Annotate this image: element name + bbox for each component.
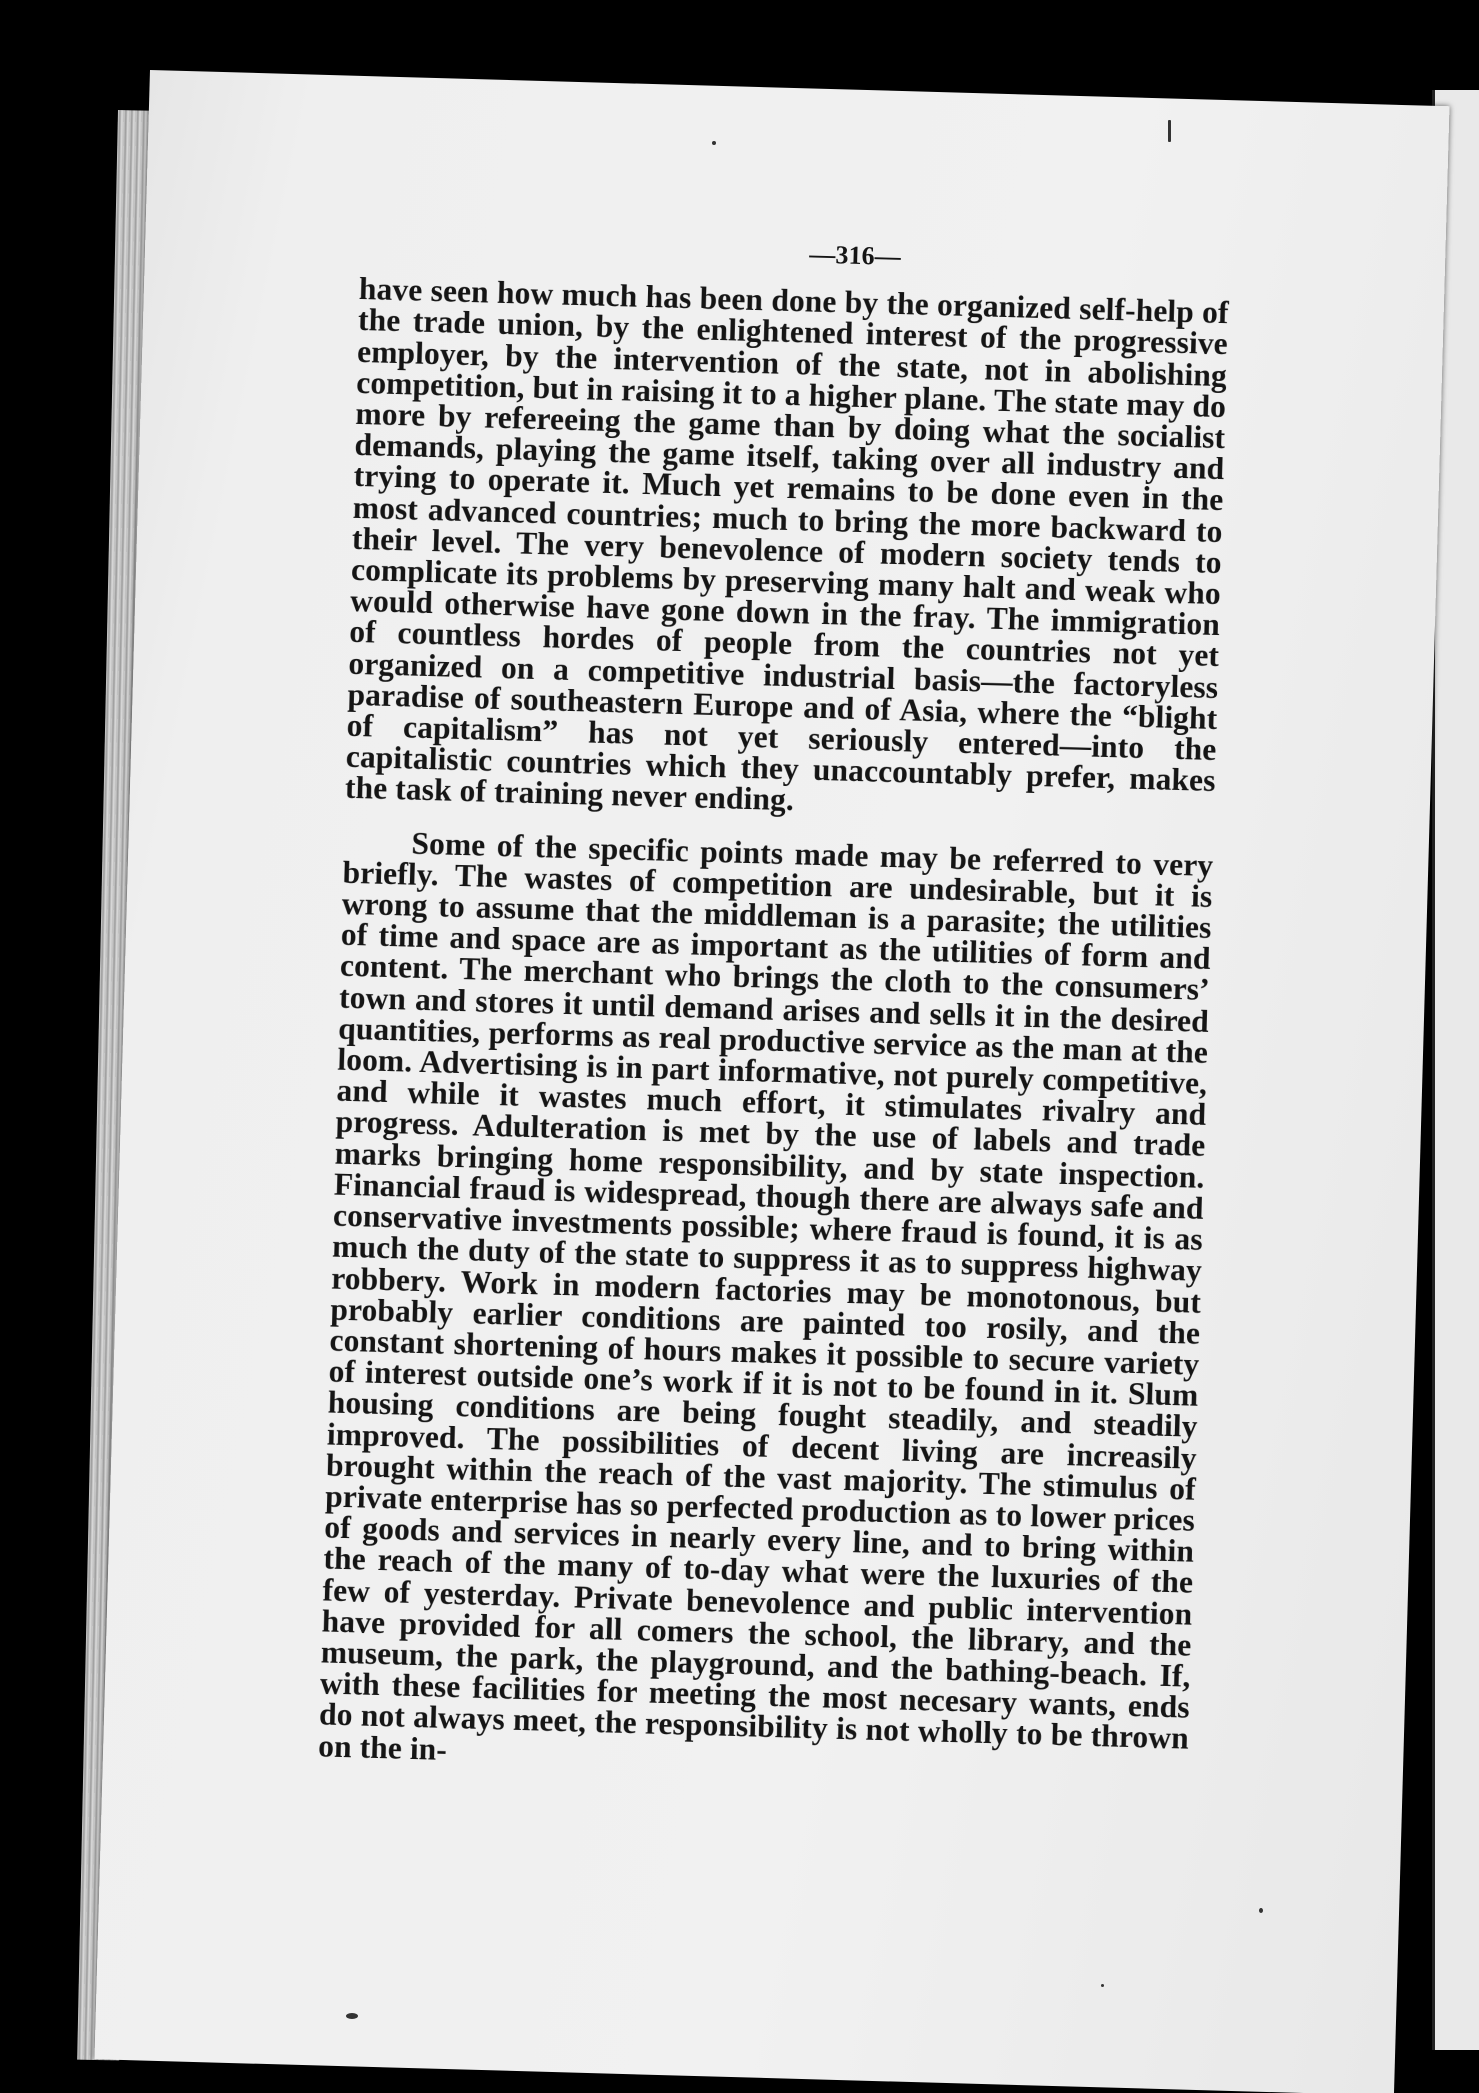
paragraph-2: Some of the specific points made may be referred to very briefly. The wastes of competition are undesirable, but it is wrong to assume that the middleman is a parasite; the utilities of time and space are as important as the utilities of form and content. The merchant who brings the cloth to the consumers’ town and stores it until demand arises and sells it in the desired quantities, performs as real productive service as the man at the loom. Advertising is in part informative, not purely competitive, and while it wastes much effort, it stimulates rivalry and progress. Adulteration is met by the use of labels and trade marks bringing home responsibility, and by state inspection. Financial fraud is widespread, though there are always safe and conservative investments possible; where fraud is found, it is as much the duty of the state to suppress it as to suppress highway robbery. Work in modern factories may be monotonous, but probably earlier conditions are painted too rosily, and the constant shortening of hours makes it possible to secure variety of interest outside one’s work if it is not to be found in it. Slum housing conditions are being fought steadily, and steadily improved. The possibilities of decent living are increasily brought within the reach of the vast majority. The stimulus of private enterprise has so perfected production as to lower prices of goods and services in nearly every line, and to bring within the reach of the many of to-day what were the luxuries of the few of yesterday. Private benevolence and public intervention have provided for all comers the school, the library, and the museum, the park, the playground, and the bathing-beach. If, with these facilities for meeting the most necesary wants, ends do not always meet, the responsibility is not wholly to be thrown on the in- (317, 825, 1214, 1767)
book-page (94, 70, 1449, 2093)
page-text (318, 226, 1231, 1785)
paragraph-1: have seen how much has been done by the organized self-help of the trade union, by the enlightened interest of the progressive employer, by the intervention of the state, not in abolishing competition, but in raising it to a higher plane. The state may do more by refereeing the game than by doing what the socialist demands, playing the game itself, taking over all industry and trying to operate it. Much yet remains to be done even in the most advanced countries; much to bring the more backward to their level. The very benevolence of modern society tends to complicate its problems by preserving many halt and weak who would otherwise have gone down in the fray. The immigration of countless hordes of people from the countries not yet organized on a competitive industrial basis—the factoryless paradise of southeastern Europe and of Asia, where the “blight of capitalism” has not yet seriously entered—into the capitalistic countries which they unaccountably prefer, makes the task of training never ending. (344, 271, 1230, 818)
page-number: —316— (808, 239, 902, 272)
